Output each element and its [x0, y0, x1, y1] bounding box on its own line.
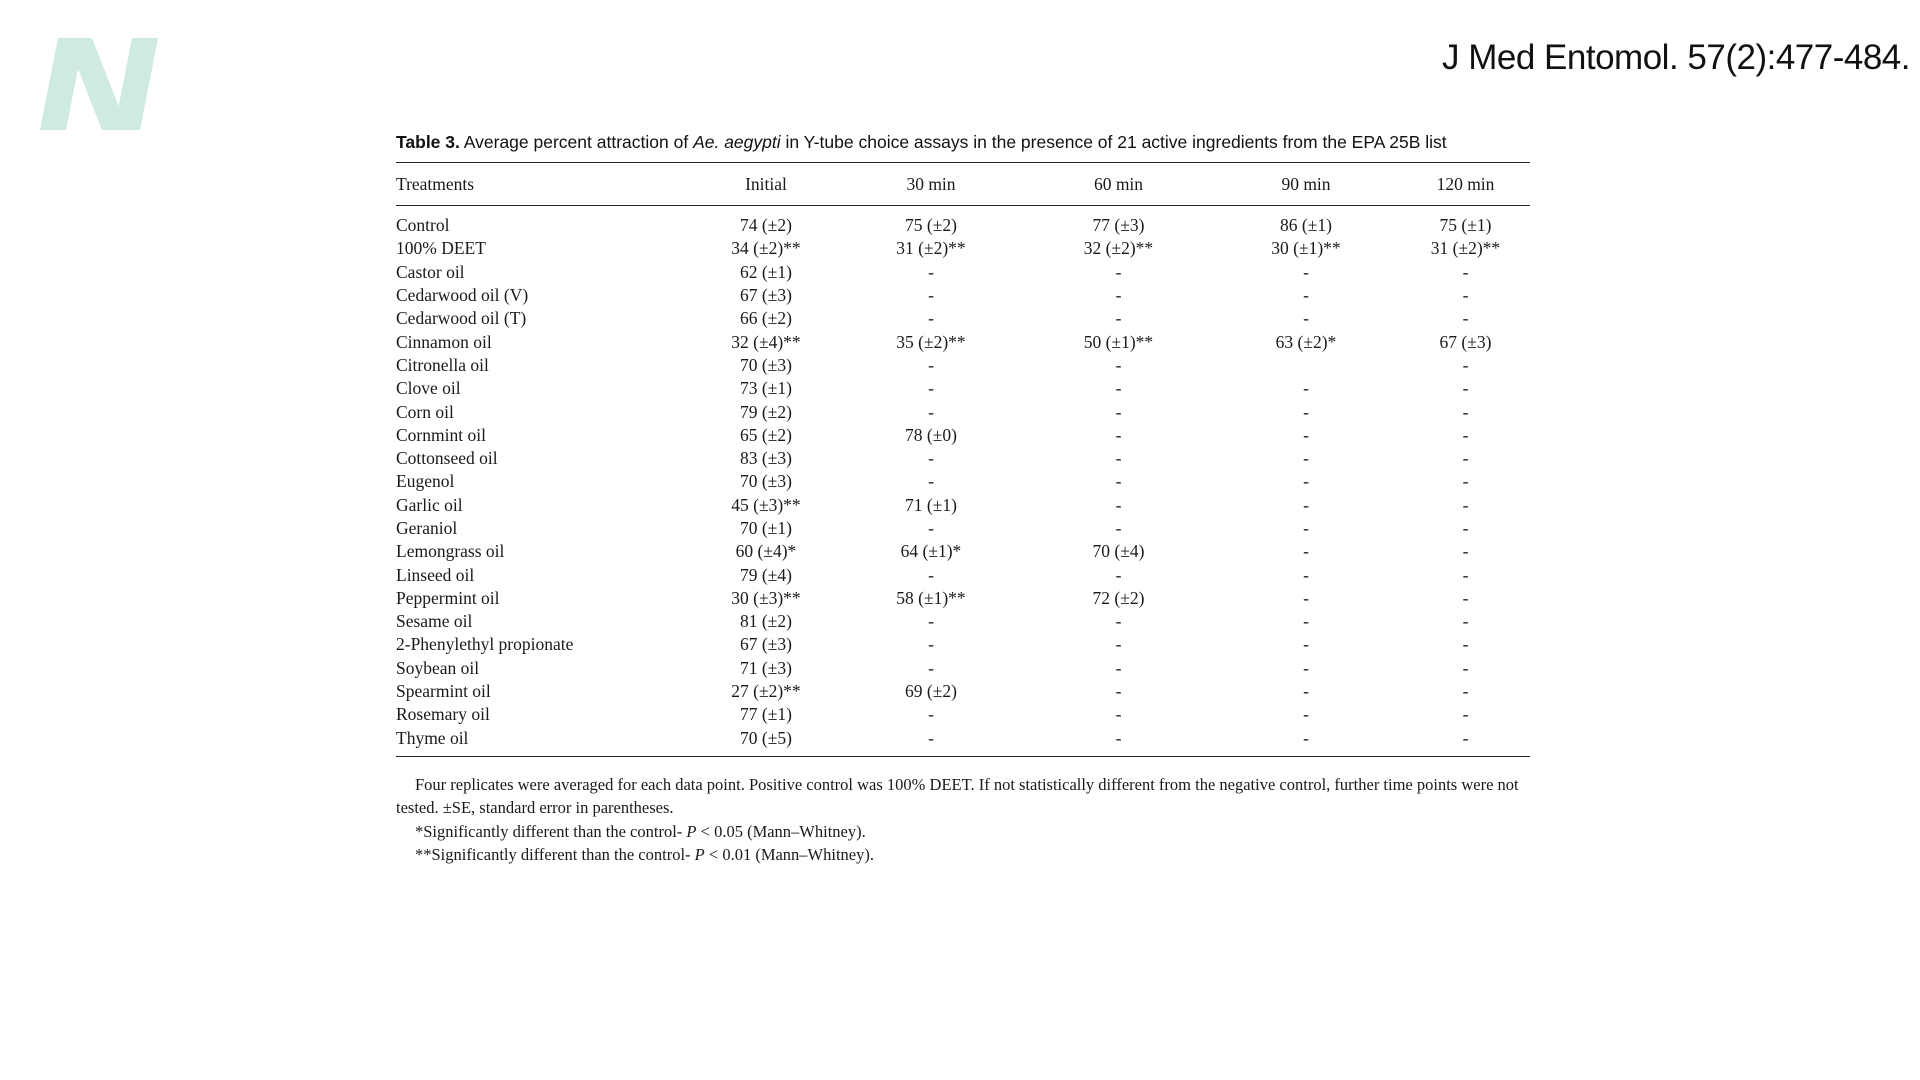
treatment-cell: Lemongrass oil: [396, 541, 505, 562]
value-cell: -: [928, 611, 934, 632]
table-row: [396, 680, 1530, 703]
value-cell: -: [1115, 354, 1122, 375]
value-cell: -: [1115, 494, 1122, 515]
value-cell: -: [928, 564, 934, 585]
table-row: [396, 206, 1530, 237]
table-row: [396, 447, 1530, 470]
value-cell: -: [928, 704, 934, 725]
table-row: [396, 517, 1530, 540]
value-cell: -: [928, 727, 934, 748]
value-cell: -: [1462, 378, 1469, 399]
value-cell: 67 (±3): [740, 285, 792, 306]
table-row: [396, 400, 1530, 423]
value-cell: 30 (±3)**: [731, 587, 801, 608]
treatment-cell: Thyme oil: [396, 727, 469, 748]
table-row: [396, 610, 1530, 633]
value-cell: -: [1303, 378, 1309, 399]
value-cell: -: [1303, 494, 1309, 515]
treatment-cell: Linseed oil: [396, 564, 475, 585]
value-cell: 65 (±2): [740, 424, 792, 445]
value-cell: -: [1462, 611, 1469, 632]
value-cell: -: [1462, 471, 1469, 492]
header-row: [396, 163, 1530, 205]
caption-species: Ae. aegypti: [693, 132, 781, 152]
table-row: [396, 307, 1530, 330]
treatment-cell: Garlic oil: [396, 494, 463, 515]
value-cell: -: [1303, 424, 1309, 445]
value-cell: -: [928, 354, 934, 375]
value-cell: 70 (±3): [740, 354, 792, 375]
table-row: [396, 540, 1530, 563]
value-cell: 30 (±1)**: [1271, 238, 1341, 259]
treatment-cell: Cedarwood oil (T): [396, 308, 527, 329]
table-row: [396, 330, 1530, 353]
value-cell: -: [1462, 354, 1469, 375]
value-cell: -: [1303, 681, 1309, 702]
value-cell: -: [1303, 308, 1309, 329]
value-cell: -: [1462, 541, 1469, 562]
header-cell: 60 min: [1093, 173, 1144, 194]
value-cell: 31 (±2)**: [1430, 238, 1501, 259]
value-cell: 34 (±2)**: [731, 238, 801, 259]
value-cell: -: [928, 261, 934, 282]
footnote-main: Four replicates were averaged for each data point. Positive control was 100% DEET. If not statistically different from the negative control, further time points were not tested. ±SE, standard error in parentheses.: [396, 774, 1519, 818]
value-cell: -: [1462, 518, 1469, 538]
value-cell: -: [1303, 541, 1309, 562]
table-caption: [396, 128, 1530, 162]
value-cell: 70 (±5): [740, 727, 792, 748]
caption-text-after: in Y-tube choice assays in the presence of 21 active ingredients from the EPA 25B list: [785, 132, 1447, 152]
table-body: [396, 206, 1530, 750]
value-cell: 63 (±2)*: [1275, 331, 1337, 352]
caption-label: Table 3.: [396, 132, 460, 152]
value-cell: 66 (±2): [740, 308, 792, 329]
journal-citation: J Med Entomol. 57(2):477-484.: [1442, 38, 1910, 77]
table-row: [396, 424, 1530, 447]
value-cell: 31 (±2)**: [896, 238, 966, 259]
table-row: [396, 657, 1530, 680]
value-cell: -: [1303, 401, 1309, 422]
table-row: [396, 377, 1530, 400]
value-cell: -: [1115, 704, 1122, 725]
value-cell: -: [1462, 424, 1469, 445]
value-cell: 67 (±3): [1439, 331, 1492, 352]
treatment-cell: Cornmint oil: [396, 424, 486, 445]
table-row: [396, 703, 1530, 726]
value-cell: 75 (±2): [905, 215, 957, 236]
value-cell: 32 (±2)**: [1083, 238, 1154, 259]
table-row: [396, 354, 1530, 377]
value-cell: 50 (±1)**: [1083, 331, 1154, 352]
treatment-cell: Cedarwood oil (V): [396, 285, 529, 306]
value-cell: -: [928, 471, 934, 492]
table-row: [396, 470, 1530, 493]
value-cell: -: [928, 634, 934, 655]
value-cell: -: [1115, 308, 1122, 329]
treatment-cell: Spearmint oil: [396, 681, 491, 702]
footnote-significance-005: *Significantly different than the control- P < 0.05 (Mann–Whitney).: [415, 821, 866, 841]
treatment-cell: Rosemary oil: [396, 704, 490, 725]
table-row: [396, 237, 1530, 260]
value-cell: 45 (±3)**: [731, 494, 801, 515]
value-cell: -: [1462, 681, 1469, 702]
header-cell: 90 min: [1281, 173, 1331, 194]
header-cell: 120 min: [1436, 173, 1495, 194]
value-cell: -: [1303, 285, 1309, 306]
value-cell: -: [1303, 587, 1309, 608]
value-cell: -: [1462, 727, 1469, 748]
value-cell: 60 (±4)*: [735, 541, 797, 562]
value-cell: -: [1303, 471, 1309, 492]
treatment-cell: Eugenol: [396, 471, 455, 492]
treatment-cell: 2-Phenylethyl propionate: [396, 634, 574, 655]
value-cell: 70 (±4): [1092, 541, 1145, 562]
value-cell: -: [1462, 564, 1469, 585]
caption-text-before: Average percent attraction of: [463, 132, 689, 152]
table-row: [396, 261, 1530, 284]
logo-n-icon: [40, 38, 158, 130]
treatment-cell: 100% DEET: [396, 238, 486, 259]
value-cell: 67 (±3): [740, 634, 792, 655]
treatment-cell: Control: [396, 215, 450, 236]
value-cell: 72 (±2): [1092, 587, 1145, 608]
value-cell: -: [1462, 401, 1469, 422]
value-cell: 77 (±3): [1092, 215, 1145, 236]
value-cell: 71 (±1): [905, 494, 957, 515]
value-cell: -: [1303, 518, 1309, 538]
value-cell: 62 (±1): [740, 261, 792, 282]
table-row: [396, 284, 1530, 307]
value-cell: -: [1462, 634, 1469, 655]
value-cell: -: [1303, 611, 1309, 632]
table-row: [396, 727, 1530, 750]
value-cell: -: [1115, 518, 1122, 538]
value-cell: 70 (±1): [740, 518, 792, 538]
value-cell: -: [1115, 471, 1122, 492]
treatment-cell: Citronella oil: [396, 354, 489, 375]
value-cell: -: [1115, 378, 1122, 399]
treatment-cell: Cinnamon oil: [396, 331, 492, 352]
value-cell: 75 (±1): [1439, 215, 1492, 236]
value-cell: -: [1115, 285, 1122, 306]
value-cell: -: [1115, 424, 1122, 445]
value-cell: -: [1303, 657, 1309, 678]
value-cell: -: [1115, 727, 1122, 748]
value-cell: -: [928, 448, 934, 469]
value-cell: 79 (±4): [740, 564, 792, 585]
table-footnotes: [396, 773, 1530, 867]
value-cell: [1211, 354, 1401, 377]
value-cell: 81 (±2): [740, 611, 792, 632]
value-cell: 70 (±3): [740, 471, 792, 492]
value-cell: 71 (±3): [740, 657, 792, 678]
table-row: [396, 494, 1530, 517]
value-cell: -: [928, 378, 934, 399]
value-cell: 79 (±2): [740, 401, 792, 422]
value-cell: -: [1115, 681, 1122, 702]
treatment-cell: Geraniol: [396, 518, 458, 538]
value-cell: -: [1115, 448, 1122, 469]
value-cell: -: [1303, 448, 1309, 469]
value-cell: -: [928, 401, 934, 422]
value-cell: -: [928, 308, 934, 329]
value-cell: -: [1115, 634, 1122, 655]
treatment-cell: Peppermint oil: [396, 587, 500, 608]
value-cell: -: [1115, 401, 1122, 422]
value-cell: -: [1115, 611, 1122, 632]
value-cell: -: [928, 657, 934, 678]
header-cell: 30 min: [906, 173, 956, 194]
treatment-cell: Sesame oil: [396, 611, 473, 632]
value-cell: -: [1462, 587, 1469, 608]
value-cell: -: [928, 518, 934, 538]
value-cell: -: [1462, 285, 1469, 306]
value-cell: 27 (±2)**: [731, 681, 801, 702]
value-cell: 69 (±2): [905, 681, 957, 702]
treatment-cell: Cottonseed oil: [396, 448, 498, 469]
header-cell: Initial: [745, 173, 787, 194]
footnote-significance-001: **Significantly different than the control- P < 0.01 (Mann–Whitney).: [415, 845, 874, 865]
table-row: [396, 633, 1530, 656]
value-cell: 58 (±1)**: [896, 587, 966, 608]
value-cell: -: [1462, 704, 1469, 725]
value-cell: -: [1303, 727, 1309, 748]
treatment-cell: Castor oil: [396, 261, 465, 282]
value-cell: 35 (±2)**: [896, 331, 966, 352]
value-cell: -: [1462, 494, 1469, 515]
value-cell: 74 (±2): [740, 215, 792, 236]
table-row: [396, 563, 1530, 586]
table-3: [396, 128, 1530, 867]
table-row: [396, 587, 1530, 610]
table-bottom-rule: [396, 756, 1530, 757]
value-cell: -: [1462, 261, 1469, 282]
value-cell: 83 (±3): [740, 448, 792, 469]
journal-logo: [36, 38, 168, 130]
treatment-cell: Corn oil: [396, 401, 454, 422]
value-cell: -: [1462, 448, 1469, 469]
value-cell: -: [1303, 261, 1309, 282]
value-cell: 86 (±1): [1280, 215, 1332, 236]
treatment-cell: Soybean oil: [396, 657, 480, 678]
header-cell: Treatments: [396, 173, 475, 194]
value-cell: -: [1303, 564, 1309, 585]
value-cell: 78 (±0): [905, 424, 957, 445]
data-table: [396, 163, 1530, 750]
value-cell: 32 (±4)**: [731, 331, 801, 352]
value-cell: -: [928, 285, 934, 306]
value-cell: -: [1115, 564, 1122, 585]
value-cell: -: [1115, 657, 1122, 678]
value-cell: 77 (±1): [740, 704, 792, 725]
value-cell: 73 (±1): [740, 378, 792, 399]
value-cell: -: [1462, 308, 1469, 329]
value-cell: -: [1115, 261, 1122, 282]
value-cell: -: [1462, 657, 1469, 678]
value-cell: -: [1303, 634, 1309, 655]
value-cell: 64 (±1)*: [900, 541, 962, 562]
treatment-cell: Clove oil: [396, 378, 461, 399]
value-cell: -: [1303, 704, 1309, 725]
